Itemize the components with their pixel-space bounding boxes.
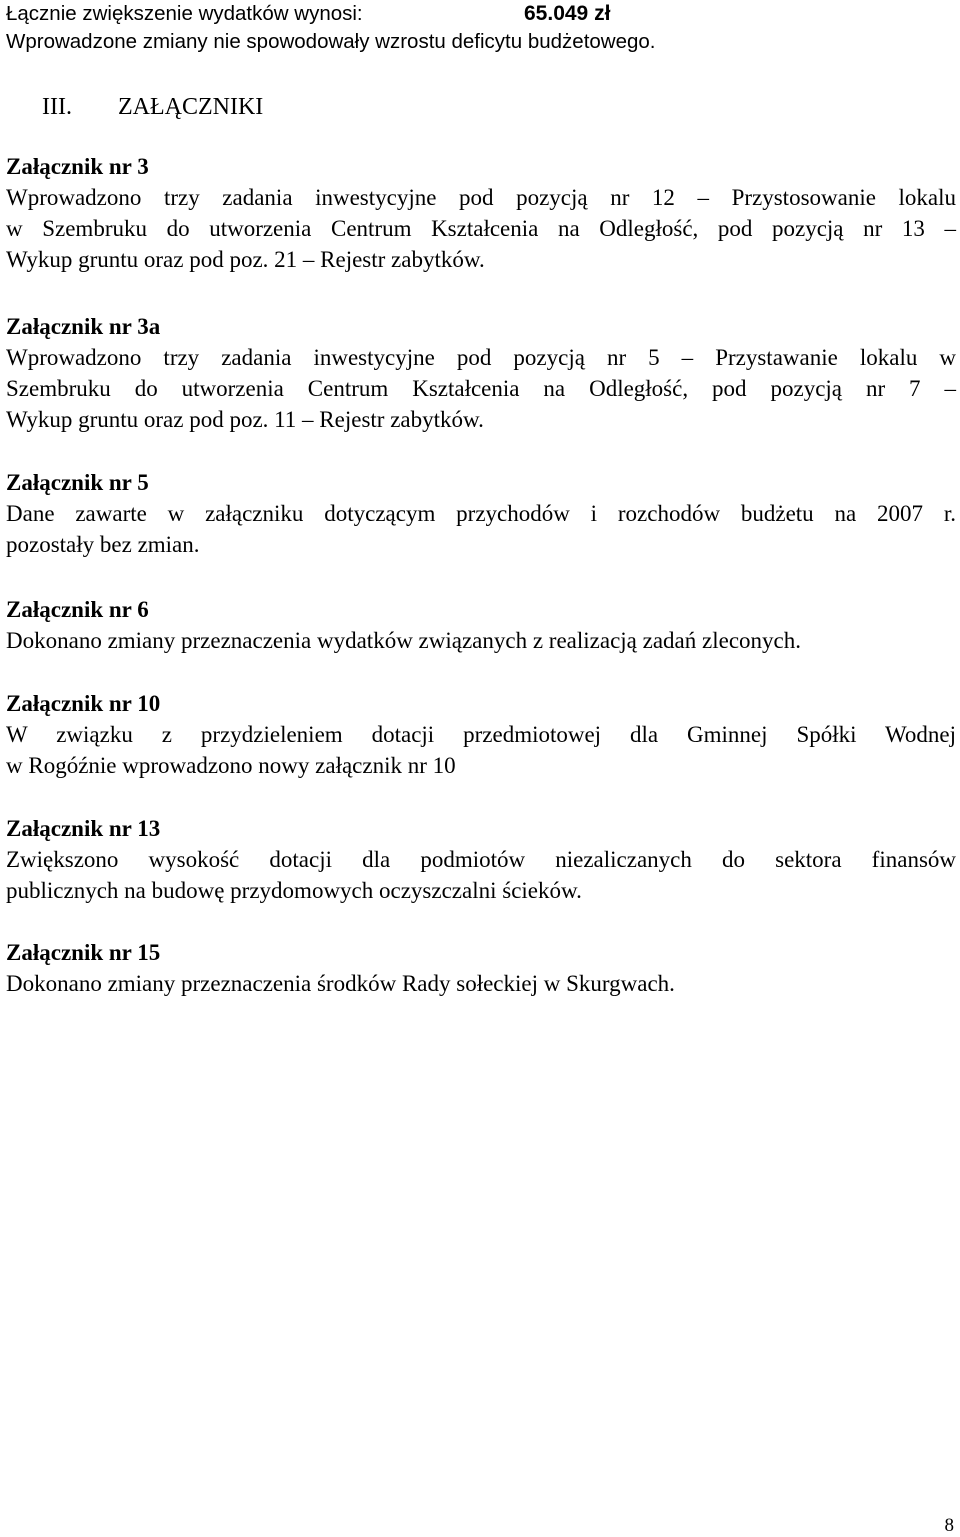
- attachment-15: [6, 937, 956, 999]
- attachment-text-line: Szembruku do utworzenia Centrum Kształcenia na Odległość, pod pozycją nr 7 –: [6, 376, 956, 401]
- attachment-5: [6, 467, 956, 560]
- total-expenses-line: [6, 0, 956, 28]
- attachment-title: Załącznik nr 13: [6, 816, 161, 841]
- attachment-text-line: Zwiększono wysokość dotacji dla podmiotów niezaliczanych do sektora finansów: [6, 847, 956, 872]
- attachment-text-line: Wprowadzono trzy zadania inwestycyjne pod pozycją nr 12 – Przystosowanie lokalu: [6, 185, 956, 210]
- attachment-3a: [6, 311, 956, 435]
- attachment-title: Załącznik nr 3: [6, 154, 149, 179]
- total-expenses-label: Łącznie zwiększenie wydatków wynosi:: [6, 2, 363, 25]
- attachment-title: Załącznik nr 5: [6, 470, 149, 495]
- attachment-13: [6, 813, 956, 906]
- attachment-title: Załącznik nr 15: [6, 940, 161, 965]
- attachment-title: Załącznik nr 6: [6, 597, 149, 622]
- section-number: III.: [42, 94, 72, 120]
- attachment-text-line: Wprowadzono trzy zadania inwestycyjne pod pozycją nr 5 – Przystawanie lokalu w: [6, 345, 956, 370]
- attachment-title: Załącznik nr 3a: [6, 314, 161, 339]
- deficit-note: Wprowadzone zmiany nie spowodowały wzrostu deficytu budżetowego.: [6, 30, 656, 53]
- section-heading: [42, 92, 263, 123]
- total-expenses-amount: 65.049 zł: [524, 2, 611, 25]
- attachment-text-line: Dokonano zmiany przeznaczenia środków Rady sołeckiej w Skurgwach.: [6, 971, 675, 996]
- attachment-text-line: Dokonano zmiany przeznaczenia wydatków związanych z realizacją zadań zleconych.: [6, 628, 801, 653]
- attachment-text-line: w Rogóźnie wprowadzono nowy załącznik nr 10: [6, 753, 456, 778]
- page-number: 8: [944, 1515, 954, 1536]
- attachment-text-line: Wykup gruntu oraz pod poz. 11 – Rejestr zabytków.: [6, 407, 484, 432]
- section-title: ZAŁĄCZNIKI: [118, 94, 264, 120]
- attachment-text-line: Wykup gruntu oraz pod poz. 21 – Rejestr zabytków.: [6, 247, 485, 272]
- attachment-text-line: Dane zawarte w załączniku dotyczącym przychodów i rozchodów budżetu na 2007 r.: [6, 501, 956, 526]
- attachment-10: [6, 688, 956, 781]
- attachment-text-line: W związku z przydzieleniem dotacji przedmiotowej dla Gminnej Spółki Wodnej: [6, 722, 956, 747]
- attachment-6: [6, 594, 956, 656]
- attachment-text-line: w Szembruku do utworzenia Centrum Kształcenia na Odległość, pod pozycją nr 13 –: [6, 216, 956, 241]
- attachment-text-line: pozostały bez zmian.: [6, 532, 200, 557]
- attachment-3: [6, 151, 956, 275]
- attachment-text-line: publicznych na budowę przydomowych oczyszczalni ścieków.: [6, 878, 582, 903]
- attachment-title: Załącznik nr 10: [6, 691, 161, 716]
